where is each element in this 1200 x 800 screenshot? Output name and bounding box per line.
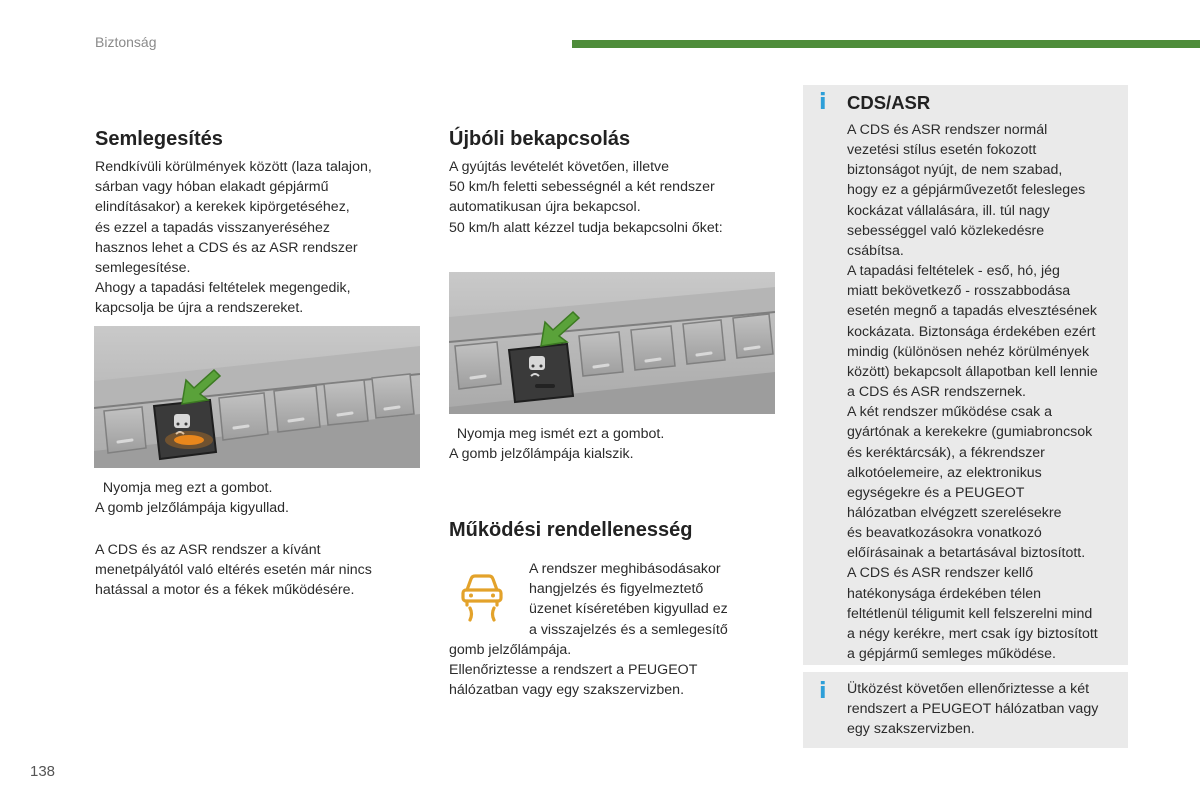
text-line: menetpályától való eltérés esetén már nincs [95, 562, 372, 579]
text-line: A CDS és ASR rendszer normál [847, 122, 1048, 138]
text-line: sebességgel való közlekedésre [847, 222, 1045, 239]
text-line: rendszert a PEUGEOT hálózatban vagy [847, 701, 1099, 718]
heading-ujboli-bekapcsolas: Újbóli bekapcsolás [449, 128, 631, 150]
text-line: és beavatkozásokra vonatkozó [847, 525, 1042, 542]
text-line: 50 km/h alatt kézzel tudja bekapcsolni őket: [449, 219, 723, 236]
text-line: semlegesítése. [95, 260, 191, 277]
text-line: A gyújtás levételét követően, illetve [449, 159, 670, 175]
malfunction-icon-text [529, 559, 769, 640]
col1-intro [95, 157, 415, 319]
text-line: Rendkívüli körülmények között (laza talajon, [95, 159, 372, 175]
text-line: kockázat vállalására, ill. túl nagy [847, 202, 1050, 219]
malfunction-rest-text [449, 640, 779, 701]
text-line: hasznos lehet a CDS és az ASR rendszer [95, 239, 358, 256]
text-line: egy szakszervizben. [847, 721, 975, 738]
text-line: gomb jelzőlámpája. [449, 642, 572, 658]
col1-note [95, 540, 415, 601]
info-box-title: CDS/ASR [847, 92, 931, 113]
esp-warning-icon [458, 570, 506, 624]
bullet-text: Nyomja meg ismét ezt a gombot. [456, 426, 665, 442]
result-text: A gomb jelzőlámpája kialszik. [449, 446, 634, 463]
text-line: biztonságot nyújt, de nem szabad, [847, 162, 1063, 179]
photo-button-lamp-on [94, 326, 420, 468]
text-line: mindig (különösen nehéz körülmények [847, 343, 1090, 360]
text-line: előírásainak a betartásával biztosított. [847, 545, 1086, 562]
text-line: hatással a motor és a fékek működésére. [95, 582, 355, 599]
photo-button-lamp-off [449, 272, 775, 414]
text-line: a négy kerékre, mert csak így biztosított [847, 625, 1098, 642]
text-line: és keréktárcsák), a fékrendszer [847, 444, 1045, 461]
text-line: a gépjármű semleges működése. [847, 646, 1056, 663]
info-box-collision [803, 672, 1128, 748]
text-line: 50 km/h feletti sebességnél a két rendszer [449, 179, 715, 196]
text-line: A két rendszer működése csak a [847, 404, 1053, 421]
result-text: A gomb jelzőlámpája kigyullad. [95, 500, 290, 517]
info-box-text [847, 120, 1127, 664]
text-line: üzenet kíséretében kigyullad ez [529, 601, 728, 618]
text-line: kapcsolja be újra a rendszereket. [95, 300, 304, 317]
text-line: hangjelzés és figyelmeztető [529, 581, 704, 598]
text-line: Ellenőriztesse a rendszert a PEUGEOT [449, 662, 698, 679]
text-line: hatékonysága érdekében télen [847, 585, 1042, 602]
text-line: feltétlenül téligumit kell felszerelni mind [847, 605, 1093, 622]
info-box-text [847, 679, 1127, 739]
page-number: 138 [30, 763, 56, 780]
info-icon: i [819, 90, 827, 115]
text-line: csábítsa. [847, 242, 904, 259]
text-line: A CDS és az ASR rendszer a kívánt [95, 542, 321, 558]
text-line: A CDS és ASR rendszer kellő [847, 565, 1034, 582]
col1-bullet [95, 478, 289, 518]
text-line: gyártónak a kerekekre (gumiabroncsok [847, 424, 1093, 441]
info-icon: i [819, 679, 827, 704]
text-line: sárban vagy hóban elakadt gépjármű [95, 179, 329, 196]
text-line: automatikusan újra bekapcsol. [449, 199, 641, 216]
text-line: Ütközést követően ellenőriztesse a két [847, 681, 1090, 697]
info-box-cds-asr [803, 85, 1128, 665]
text-line: kockázata. Biztonsága érdekében ezért [847, 323, 1096, 340]
text-line: elindításakor) a kerekek kipörgetéséhez, [95, 199, 350, 216]
text-line: vezetési stílus esetén fokozott [847, 142, 1037, 159]
bullet-text: Nyomja meg ezt a gombot. [102, 480, 273, 496]
heading-semlegesites: Semlegesítés [95, 128, 223, 150]
col2-intro [449, 157, 779, 238]
text-line: miatt bekövetkező - rosszabbodása [847, 283, 1071, 300]
text-line: hálózatban elvégzett szerelésekre [847, 504, 1062, 521]
text-line: hálózatban vagy egy szakszervizben. [449, 682, 685, 699]
col2-bullet [449, 424, 664, 464]
text-line: Ahogy a tapadási feltételek megengedik, [95, 280, 351, 297]
text-line: a visszajelzés és a semlegesítő [529, 621, 728, 638]
text-line: A rendszer meghibásodásakor [529, 561, 721, 577]
text-line: a CDS és ASR rendszernek. [847, 384, 1026, 401]
header-accent-bar [572, 40, 1200, 48]
text-line: esetén megnő a tapadás elvesztésének [847, 303, 1098, 320]
section-label: Biztonság [95, 34, 157, 50]
text-line: A tapadási feltételek - eső, hó, jég [847, 263, 1060, 280]
text-line: hogy ez a gépjárművezetőt felesleges [847, 182, 1086, 199]
text-line: és ezzel a tapadás visszanyeréséhez [95, 219, 331, 236]
text-line: között) bekapcsolt állapotban kell lennie [847, 363, 1098, 380]
text-line: egységekre és a PEUGEOT [847, 484, 1025, 501]
text-line: alkotóelemeire, az elektronikus [847, 464, 1042, 481]
heading-mukodesi-rendellenesseg: Működési rendellenesség [449, 519, 693, 541]
